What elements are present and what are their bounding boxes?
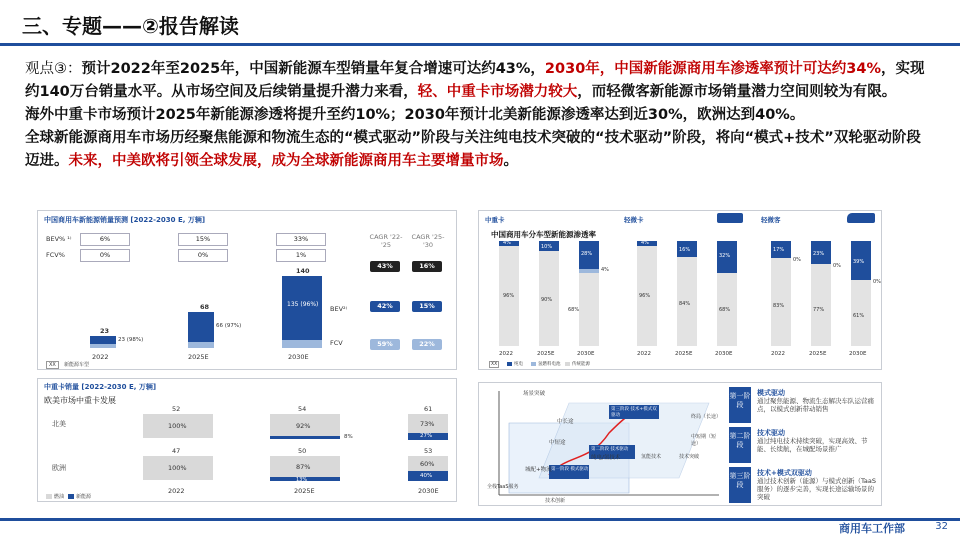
diag-break: 技术突破 [679, 454, 700, 460]
legend-ice-swatch [46, 494, 52, 499]
na-total-2025: 54 [298, 405, 307, 413]
bar-2025-bev [188, 312, 214, 342]
lb-other-2022: 0% [793, 257, 801, 263]
cagr-total-1: 43% [370, 261, 400, 272]
cagr-header-2: CAGR '25-'30 [411, 233, 445, 249]
phase-1 [757, 389, 877, 413]
lt-ice-2025: 84% [679, 301, 691, 307]
phase-2-tag: 第二阶段 [729, 427, 751, 463]
chart-eu-na-title: 中重卡销量 [2022-2030 E, 万辆] [44, 383, 157, 391]
diagram-drive-stages [478, 382, 882, 506]
c3-y9: 2030E [849, 351, 867, 357]
p1-segment-b: 预计2022年至2025年，中国新能源车型销量年复合增速可达约43%， [81, 61, 545, 77]
bev-2022: 6% [80, 233, 130, 246]
bar-2030-bev [282, 276, 322, 340]
lt-nev-2025: 16% [679, 247, 691, 253]
lb-ice-2022: 83% [773, 303, 785, 309]
diag-long: 中长途 [557, 419, 574, 425]
c3-legend-xx: XX [491, 362, 498, 367]
region-eu: 欧洲 [52, 464, 66, 472]
lb-nev-2030: 39% [853, 259, 865, 265]
chart-penetration-title: 中国商用车分车型新能源渗透率 [491, 230, 596, 239]
fcv-series-label: FCV [330, 339, 343, 347]
bar-2030-fcv [282, 340, 322, 348]
heavy-ice-2022: 96% [503, 293, 515, 299]
footer-dept: 商用车工作部 [839, 522, 905, 535]
diag-stage1: 第一阶段 模式驱动 [551, 467, 589, 472]
legend-swatch: XX [46, 361, 59, 369]
lb-ice-2030: 61% [853, 313, 865, 319]
diag-mid: 中短期（短途） [691, 434, 717, 447]
diag-tech: 纯电/氢技术 [591, 455, 621, 461]
p1-segment-d: ，实现约140万台销量水平。从市场空间及后续销量提升潜力来看， [25, 61, 925, 100]
cagr-header-1: CAGR '22-'25 [369, 233, 403, 249]
bev-2030: 33% [276, 233, 326, 246]
slide-header [0, 0, 960, 46]
heavy-other-2030: 4% [601, 267, 609, 273]
lb-other-2025: 0% [833, 263, 841, 269]
paragraph-2: 海外中重卡市场预计2025年新能源渗透将提升至约10%；2030年预计北美新能源渗透率达到近30%，欧洲达到40%。 [25, 107, 805, 123]
cagr-bev-2: 15% [412, 301, 442, 312]
p3-segment-c: 。 [503, 153, 518, 169]
phase-panel [729, 387, 879, 503]
p3-segment-a: 全球新能源商用车市场历经聚焦能源和物流生态的“模式驱动”阶段与关注纯电技术突破的“技术驱动”阶段，将向“模式+技术”双轮驱动阶段迈进。 [25, 130, 921, 169]
c3-y8: 2025E [809, 351, 827, 357]
phase-2 [757, 429, 877, 453]
eu-nev-2030: 40% [420, 473, 433, 479]
footer-divider [0, 518, 960, 521]
phase-3-title: 技术+模式双驱动 [757, 469, 812, 477]
total-2022: 23 [100, 327, 110, 335]
p1-highlight-1: 2030年，中国新能源商用车渗透率预计可达约34% [544, 61, 881, 77]
na-nev-2025: 8% [344, 434, 353, 440]
bev-inside-2022: 23 (98%) [118, 337, 144, 343]
bev-inside-2025: 66 (97%) [216, 323, 242, 329]
c2-year-2022: 2022 [168, 487, 185, 495]
lb-2025-ice [811, 264, 831, 346]
c3-legend-fcv: 氢燃料电池 [538, 362, 561, 367]
segment-light-truck: 轻微卡 [624, 216, 644, 224]
diag-innov: 技术创新 [545, 498, 566, 504]
slide-title: 三、专题——②报告解读 [22, 14, 239, 38]
na-ice-2030: 73% [420, 420, 435, 428]
page-number: 32 [935, 521, 948, 532]
c3-y4: 2022 [637, 351, 651, 357]
p1-highlight-2: 轻、中重卡市场潜力较大 [417, 84, 578, 100]
na-nev-2030: 27% [420, 433, 433, 439]
body-text [25, 58, 930, 173]
chart-nev-forecast-title: 中国商用车新能源销量预测 [2022-2030 E, 万辆] [44, 216, 206, 224]
eu-total-2022: 47 [172, 447, 181, 455]
diag-scene: 场景突破 [523, 391, 546, 397]
cagr-fcv-2: 22% [412, 339, 442, 350]
p1-segment-f: ，而轻微客新能源市场销量潜力空间则较为有限。 [577, 84, 897, 100]
diag-short: 中短途 [549, 440, 566, 446]
chart-eu-na-subtitle: 欧美市场中重卡发展 [44, 396, 116, 405]
phase-3-desc: 通过技术创新（能源）与模式创新（TaaS服务）的逐步完善，实现长途运输场景的突破 [757, 477, 876, 501]
segment-heavy: 中重卡 [485, 216, 505, 224]
c3-y5: 2025E [675, 351, 693, 357]
p3-highlight: 未来，中美欧将引领全球发展，成为全球新能源商用车主要增量市场 [68, 153, 504, 169]
diag-stage2: 第二阶段 技术驱动 [591, 447, 629, 452]
fcv-2030: 1% [276, 249, 326, 262]
c3-legend-bev: 纯电 [514, 362, 523, 367]
phase-3 [757, 469, 877, 501]
chart-nev-forecast [37, 210, 457, 370]
eu-ice-2025: 87% [296, 463, 311, 471]
c3-y3: 2030E [577, 351, 595, 357]
diag-h2: 氢能技术 [641, 454, 662, 460]
legend-label: 新能源车型 [64, 362, 90, 368]
c3-legend-fcv-swatch [531, 362, 536, 366]
lb-nev-2022: 17% [773, 247, 785, 253]
heavy-ice-2030: 68% [568, 307, 580, 313]
legend-ice: 燃油 [54, 494, 65, 500]
c3-y6: 2030E [715, 351, 733, 357]
c2-year-2030: 2030E [418, 487, 439, 495]
na-total-2022: 52 [172, 405, 181, 413]
year-2025: 2025E [188, 353, 209, 361]
phase-2-title: 技术驱动 [757, 429, 785, 437]
fcv-2022: 0% [80, 249, 130, 262]
viewpoint-label: 观点③： [25, 61, 82, 77]
na-ice-2022: 100% [168, 422, 187, 430]
bus-icon [847, 213, 875, 223]
fcv-row-label: FCV% [46, 251, 65, 259]
heavy-nev-2030: 28% [581, 251, 593, 257]
c3-legend-ice-swatch [565, 362, 570, 366]
paragraph-1 [25, 58, 930, 104]
truck-icon [717, 213, 743, 223]
lt-ice-2030: 68% [719, 307, 731, 313]
phase-1-tag: 第一阶段 [729, 387, 751, 423]
bev-series-label: BEV²⁾ [330, 305, 348, 313]
year-2022: 2022 [92, 353, 109, 361]
diag-city: 城配+物流 [525, 467, 552, 473]
bar-2025-fcv [188, 342, 214, 348]
lb-nev-2025: 23% [813, 251, 825, 257]
cagr-fcv-1: 59% [370, 339, 400, 350]
phase-2-desc: 通过纯电技术持续突破，实现高效、节能、长续航，在城配场景推广 [757, 437, 868, 453]
cagr-total-2: 16% [412, 261, 442, 272]
total-2030: 140 [296, 267, 310, 275]
lt-ice-2022: 96% [639, 293, 651, 299]
legend-nev: 新能源 [76, 494, 92, 500]
legend-nev-swatch [68, 494, 74, 499]
phase-1-desc: 通过聚焦能源、物流生态解决车队运营痛点，以模式创新带动销售 [757, 397, 874, 413]
lt-nev-2030: 32% [719, 253, 731, 259]
heavy-nev-2025: 10% [541, 244, 553, 250]
bev-inside-2030: 135 (96%) [287, 301, 319, 308]
eu-nev-2025: 13% [296, 477, 308, 483]
lb-ice-2025: 77% [813, 307, 825, 313]
heavy-nev-2022: 4% [503, 240, 511, 246]
c3-y1: 2022 [499, 351, 513, 357]
diag-end: 终局（长途） [691, 414, 722, 420]
fcv-2025: 0% [178, 249, 228, 262]
lb-other-2030: 0% [873, 279, 881, 285]
diag-stage3: 第三阶段 技术+模式双驱动 [611, 407, 657, 418]
c3-y7: 2022 [771, 351, 785, 357]
phase-1-title: 模式驱动 [757, 389, 785, 397]
total-2025: 68 [200, 303, 210, 311]
eu-total-2025: 50 [298, 447, 307, 455]
na-ice-2025: 92% [296, 422, 311, 430]
eu-ice-2022: 100% [168, 464, 187, 472]
lb-2022-ice [771, 258, 791, 346]
bar-2022-bev [90, 336, 116, 344]
bev-2025: 15% [178, 233, 228, 246]
bev-row-label: BEV% ¹⁾ [46, 235, 72, 243]
heavy-2030-ice [579, 273, 599, 346]
paragraph-3 [25, 127, 930, 173]
year-2030: 2030E [288, 353, 309, 361]
na-2025-nev [270, 436, 340, 439]
region-na: 北美 [52, 420, 66, 428]
eu-ice-2030: 60% [420, 460, 435, 468]
eu-total-2030: 53 [424, 447, 433, 455]
na-total-2030: 61 [424, 405, 433, 413]
segment-light-bus: 轻微客 [761, 216, 781, 224]
diag-taas: 全栈TaaS服务 [487, 484, 519, 490]
bar-2022-fcv [90, 344, 116, 348]
c3-y2: 2025E [537, 351, 555, 357]
cagr-bev-1: 42% [370, 301, 400, 312]
c2-year-2025: 2025E [294, 487, 315, 495]
chart-eu-na-trucks [37, 378, 457, 502]
c3-legend-ice: 传统能源 [572, 362, 590, 367]
lt-nev-2022: 4% [641, 240, 649, 246]
chart-penetration [478, 210, 882, 370]
phase-3-tag: 第三阶段 [729, 467, 751, 503]
c3-legend-bev-swatch [507, 362, 512, 366]
heavy-ice-2025: 90% [541, 297, 553, 303]
